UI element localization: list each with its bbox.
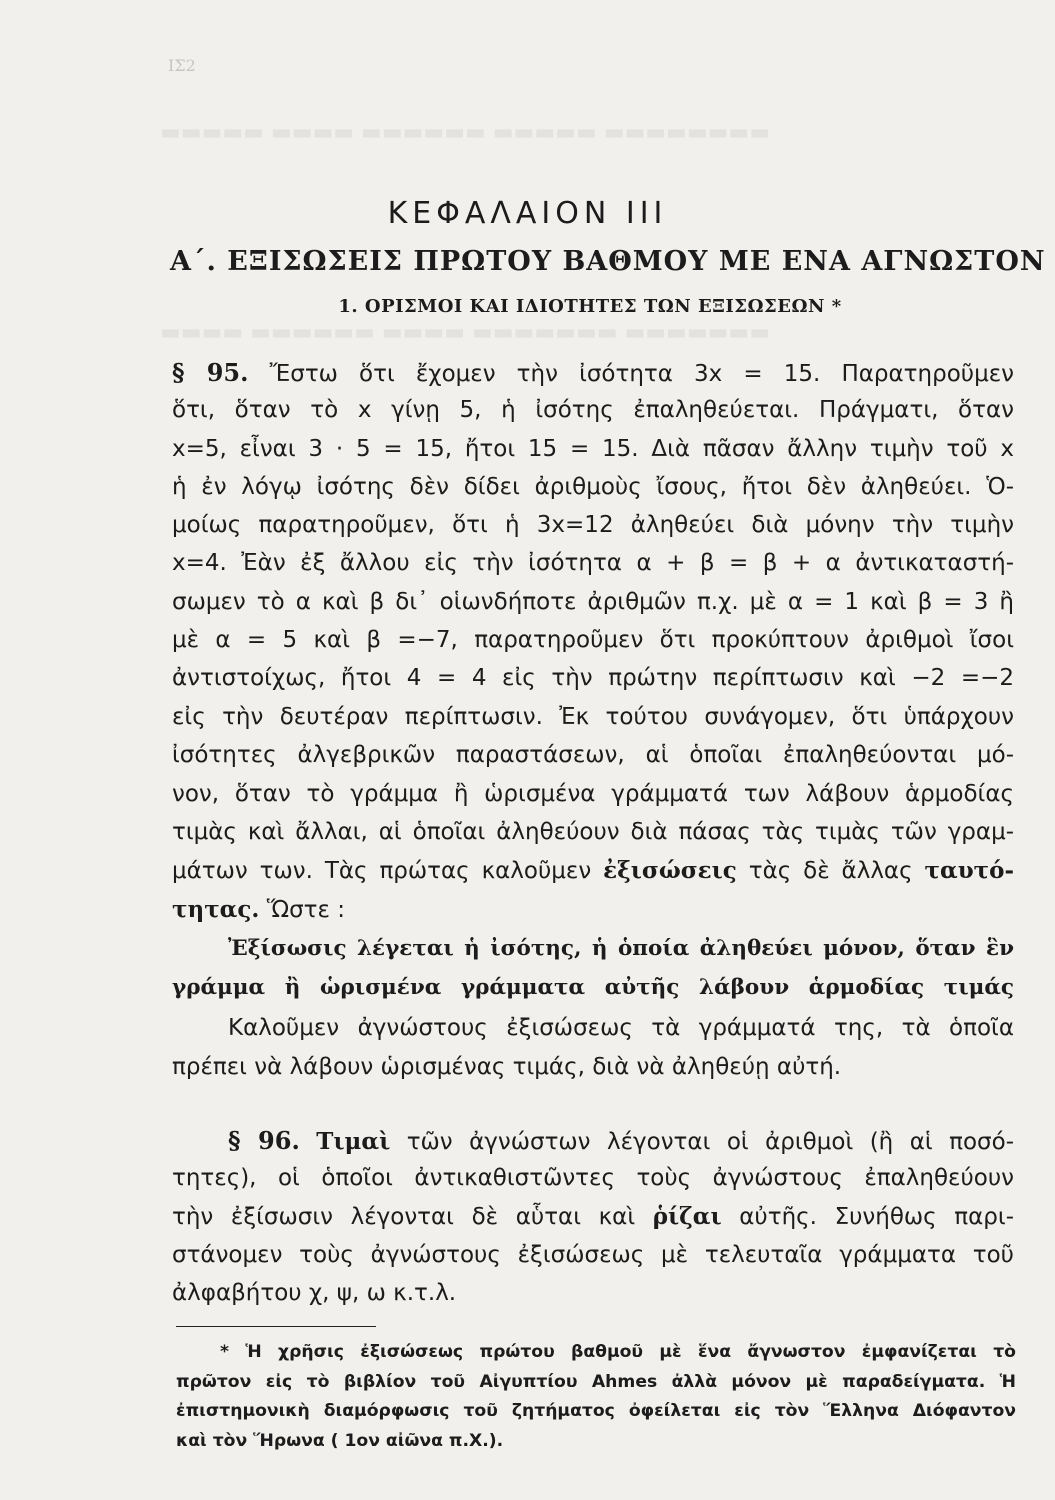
paragraph-96-line	[228, 1126, 1014, 1155]
text-span: τὰς δὲ ἄλλας	[748, 858, 913, 884]
show-through-page-mark: ΙΣ2	[168, 56, 196, 75]
paragraph-95-line	[172, 896, 1014, 923]
paragraph-95-line: x=5, εἶναι 3 · 5 = 15, ἤτοι 15 = 15. Διὰ πᾶσαν ἄλλην τιμὴν τοῦ x	[172, 436, 1014, 462]
footnote-line: ἐπιστημονικὴ διαμόρφωσις τοῦ ζητήματος ὀφείλεται εἰς τὸν Ἕλληνα Διόφαντον	[176, 1401, 1016, 1421]
text-span: τῶν ἀγνώστων λέγονται οἱ ἀριθμοὶ (ἢ αἱ ποσό-	[406, 1129, 1014, 1155]
paragraph-95-line: ἀντιστοίχως, ἤτοι 4 = 4 εἰς τὴν πρώτην περίπτωσιν καὶ −2 =−2	[172, 665, 1014, 691]
paragraph-95-mark: § 95.	[172, 358, 249, 387]
paragraph-95-line: x=4. Ἐὰν ἐξ ἄλλου εἰς τὴν ἰσότητα α + β = β + α ἀντικαταστή-	[172, 550, 1014, 576]
chapter-title: ΚΕΦΑΛΑΙΟΝ III	[387, 196, 668, 231]
unknowns-line: Καλοῦμεν ἀγνώστους ἐξισώσεως τὰ γράμματά της, τὰ ὁποῖα	[228, 1015, 1014, 1041]
footnote-line: καὶ τὸν Ἥρωνα ( 1ον αἰῶνα π.Χ.).	[176, 1431, 504, 1451]
show-through-text: ▬▬▬▬ ▬▬▬▬▬▬ ▬▬▬▬ ▬▬▬▬▬▬▬ ▬▬▬▬▬▬▬	[160, 320, 770, 345]
text-span: τὴν ἐξίσωσιν λέγονται δὲ αὗται καὶ	[172, 1204, 636, 1230]
term-identities: ταυτό-	[924, 857, 1015, 884]
unknowns-line: πρέπει νὰ λάβουν ὡρισμένας τιμάς, διὰ νὰ ἀληθεύῃ αὐτή.	[172, 1054, 842, 1080]
paragraph-96-line	[172, 1203, 1014, 1230]
paragraph-95-line: ἡ ἐν λόγῳ ἰσότης δὲν δίδει ἀριθμοὺς ἴσους, ἤτοι δὲν ἀληθεύει. Ὁ-	[172, 474, 1014, 500]
paragraph-96-mark: § 96.	[228, 1126, 300, 1155]
paragraph-96-line: τητες), οἱ ὁποῖοι ἀντικαθιστῶντες τοὺς ἀγνώστους ἐπαληθεύουν	[172, 1165, 1014, 1191]
paragraph-95-line: μοίως παρατηροῦμεν, ὅτι ἡ 3x=12 ἀληθεύει διὰ μόνην τὴν τιμὴν	[172, 512, 1014, 538]
definition-line: Ἐξίσωσις λέγεται ἡ ἰσότης, ἡ ὁποία ἀληθεύει μόνον, ὅταν ἓν	[228, 936, 1014, 961]
paragraph-95-line: νον, ὅταν τὸ γράμμα ἢ ὡρισμένα γράμματά των λάβουν ἁρμοδίας	[172, 781, 1014, 807]
part-heading: Α΄. ΕΞΙΣΩΣΕΙΣ ΠΡΩΤΟΥ ΒΑΘΜΟΥ ΜΕ ΕΝΑ ΑΓΝΩΣΤΟΝ	[170, 246, 1046, 277]
paragraph-95-line	[172, 358, 1014, 387]
paragraph-96-line: στάνομεν τοὺς ἀγνώστους ἐξισώσεως μὲ τελευταῖα γράμματα τοῦ	[172, 1242, 1014, 1268]
term-equations: ἐξισώσεις	[603, 857, 737, 884]
text-span: Ὥστε :	[266, 897, 345, 923]
definition-line: γράμμα ἢ ὡρισμένα γράμματα αὐτῆς λάβουν ἁρμοδίας τιμάς	[172, 975, 1014, 1000]
paragraph-95-line	[172, 857, 1014, 884]
show-through-text: ▬▬▬▬▬ ▬▬▬▬ ▬▬▬▬▬▬ ▬▬▬▬▬ ▬▬▬▬▬▬▬▬	[160, 120, 770, 145]
section-heading: 1. ΟΡΙΣΜΟΙ ΚΑΙ ΙΔΙΟΤΗΤΕΣ ΤΩΝ ΕΞΙΣΩΣΕΩΝ *	[338, 296, 842, 317]
paragraph-95-line: μὲ α = 5 καὶ β =−7, παρατηροῦμεν ὅτι προκύπτουν ἀριθμοὶ ἴσοι	[172, 627, 1014, 653]
term-identities-end: τητας.	[172, 896, 260, 923]
paragraph-95-line: σωμεν τὸ α καὶ β δι᾽ οἱωνδήποτε ἀριθμῶν π.χ. μὲ α = 1 καὶ β = 3 ἢ	[172, 589, 1014, 615]
paragraph-95-line: ἰσότητες ἀλγεβρικῶν παραστάσεων, αἱ ὁποῖαι ἐπαληθεύονται μό-	[172, 742, 1014, 768]
footnote-line: πρῶτον εἰς τὸ βιβλίον τοῦ Αἰγυπτίου Ahmes ἀλλὰ μόνον μὲ παραδείγματα. Ἡ	[176, 1372, 1016, 1392]
term-roots: ῥίζαι	[652, 1203, 722, 1230]
paragraph-96-line: ἀλφαβήτου χ, ψ, ω κ.τ.λ.	[172, 1280, 457, 1306]
footnote-divider	[176, 1326, 376, 1327]
paragraph-95-line: εἰς τὴν δευτέραν περίπτωσιν. Ἐκ τούτου συνάγομεν, ὅτι ὑπάρχουν	[172, 704, 1014, 730]
footnote-line: * Ἡ χρῆσις ἐξισώσεως πρώτου βαθμοῦ μὲ ἕνα ἄγνωστον ἐμφανίζεται τὸ	[220, 1342, 1016, 1362]
text-span: αὐτῆς. Συνήθως παρι-	[739, 1204, 1014, 1230]
term-values: Τιμαὶ	[316, 1128, 391, 1155]
text-span: Ἔστω ὅτι ἔχομεν τὴν ἰσότητα 3x = 15. Παρατηροῦμεν	[269, 361, 1014, 387]
paragraph-95-line: τιμὰς καὶ ἄλλαι, αἱ ὁποῖαι ἀληθεύουν διὰ πάσας τὰς τιμὰς τῶν γραμ-	[172, 819, 1014, 845]
text-span: μάτων των. Τὰς πρώτας καλοῦμεν	[172, 858, 592, 884]
paragraph-95-line: ὅτι, ὅταν τὸ x γίνῃ 5, ἡ ἰσότης ἐπαληθεύεται. Πράγματι, ὅταν	[172, 397, 1014, 423]
